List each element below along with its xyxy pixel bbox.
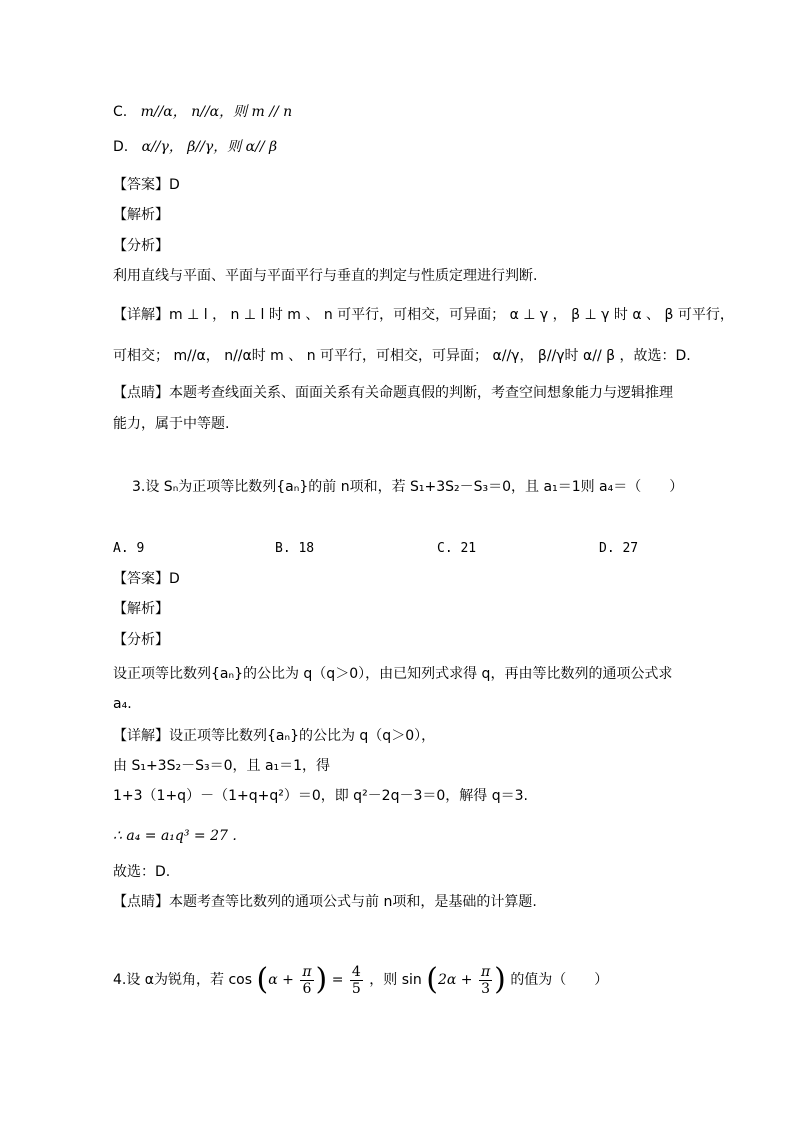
q3-stem: 3.设 Sₙ为正项等比数列{aₙ}的前 n项和，若 S₁+3S₂－S₃＝0，且 a₁＝1则 a₄＝（ ） [132,479,684,495]
q2-jiexi-heading: 【解析】 [113,207,169,223]
q3-dianjing-tag: 【点睛】 [113,894,169,910]
q3-option-b: B. 18 [275,541,315,556]
q2-dianjing-text-1: 本题考查线面关系、面面关系有关命题真假的判断，考查空间想象能力与逻辑推理 [169,385,673,401]
q2-dianjing-tag: 【点睛】 [113,385,169,401]
q2-dianjing-line-1 [113,383,673,403]
q4-mid: ，则 sin [369,972,422,988]
q3-detail-text-1: 设正项等比数列{aₙ}的公比为 q（q＞0）， [169,728,436,744]
option-d-text: α//γ， β//γ，则 α// β [141,139,278,155]
q4-stem [113,960,608,1000]
q3-detail-line-4: ∴ a₄ = a₁q³ = 27 . [113,828,237,844]
q2-detail-text-1: m ⊥ l ， n ⊥ l 时 m 、 n 可平行，可相交，可异面； α ⊥ γ ， β ⊥ γ 时 α 、 β 可平行， [169,307,734,323]
option-c-prefix: C. [113,104,128,120]
q2-answer: 【答案】D [113,177,180,193]
q4-five: 5 [351,980,361,997]
q4-right-paren-1: ) [315,962,328,997]
q3-fenxi-line-1: 设正项等比数列{aₙ}的公比为 q（q＞0），由已知列式求得 q，再由等比数列的通项公式求 [113,666,673,682]
q3-jiexi-heading: 【解析】 [113,601,169,617]
q3-detail-line-1 [113,726,435,746]
option-d-prefix: D. [113,139,129,155]
q3-option-d: D. 27 [599,541,639,556]
q4-fraction-pi-6 [300,964,313,997]
q4-six: 6 [302,980,312,997]
q4-right-paren-2: ) [494,962,506,997]
q4-left-paren-1: ( [256,962,269,997]
q4-prefix: 4.设 α为锐角，若 cos [113,972,253,988]
q4-four: 4 [351,963,361,980]
q3-answer: 【答案】D [113,571,180,587]
q3-dianjing-line [113,892,537,912]
q2-fenxi-text: 利用直线与平面、平面与平面平行与垂直的判定与性质定理进行判断. [113,268,538,284]
q2-detail-tag: 【详解】 [113,307,169,323]
q3-option-c: C. 21 [437,541,477,556]
q2-fenxi-heading: 【分析】 [113,238,169,254]
q3-detail-tag: 【详解】 [113,728,169,744]
q2-detail-line-2: 可相交； m//α， n//α时 m 、 n 可平行，可相交，可异面； α//γ， β//γ时 α// β ，故选：D. [113,348,691,364]
q4-left-paren-2: ( [426,962,438,997]
q3-fenxi-line-2: a₄. [113,696,132,712]
q3-detail-line-3: 1+3（1+q）－（1+q+q²）＝0，即 q²－2q－3＝0，解得 q＝3. [113,788,528,804]
q4-pi-2: π [480,963,491,980]
q2-detail-line-1 [113,305,734,325]
q4-suffix: 的值为（ ） [510,972,609,988]
q4-alpha-plus: α + [268,972,294,988]
q4-fraction-4-5 [350,964,363,997]
q3-detail-line-5: 故选：D. [113,864,171,880]
q2-dianjing-line-2: 能力，属于中等题. [113,416,230,432]
q4-two-alpha-plus: 2α + [437,972,473,988]
option-c [113,102,292,122]
q3-option-a: A. 9 [113,541,145,556]
q3-dianjing-text: 本题考查等比数列的通项公式与前 n项和，是基础的计算题. [169,894,537,910]
q4-fraction-pi-3 [479,964,492,997]
option-c-text: m//α， n//α，则 m // n [140,104,293,120]
option-d [113,137,277,157]
q4-equals: = [331,972,344,988]
q4-three: 3 [481,980,490,997]
q3-fenxi-heading: 【分析】 [113,632,169,648]
q3-detail-line-2: 由 S₁+3S₂－S₃＝0，且 a₁＝1，得 [113,758,331,774]
q4-pi-1: π [302,963,312,980]
